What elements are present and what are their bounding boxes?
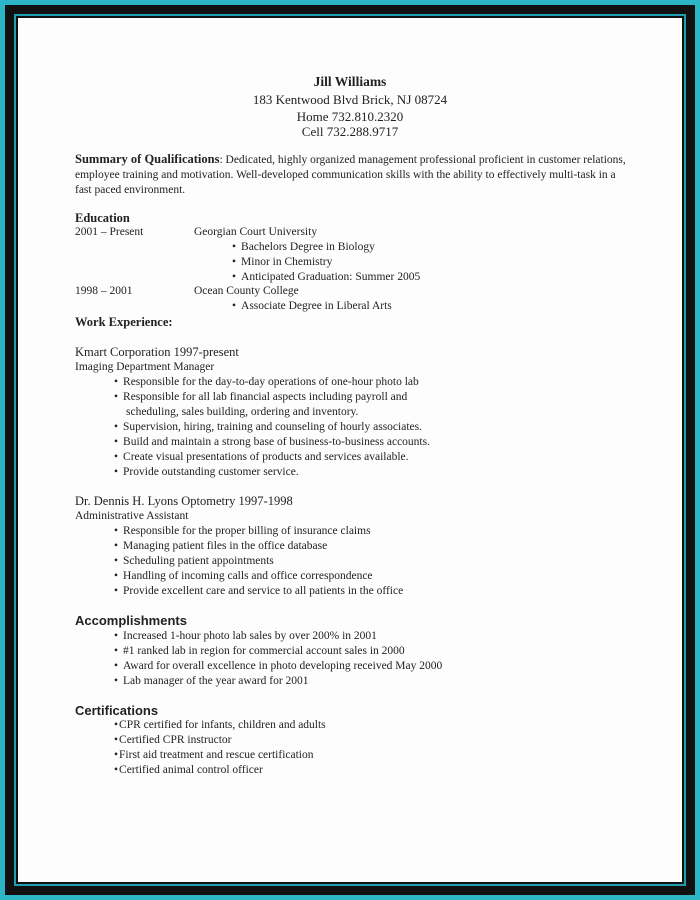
education-item: • Minor in Chemistry bbox=[232, 256, 332, 268]
resume-cell-phone: Cell 732.288.9717 bbox=[301, 124, 399, 139]
job-duty: • Scheduling patient appointments bbox=[114, 555, 274, 567]
education-item: • Bachelors Degree in Biology bbox=[232, 241, 375, 253]
certification-item: • Certified CPR instructor bbox=[114, 734, 231, 746]
certification-item: • Certified animal control officer bbox=[114, 764, 263, 776]
work-heading: Work Experience: bbox=[75, 315, 173, 329]
resume-address: 183 Kentwood Blvd Brick, NJ 08724 bbox=[252, 92, 448, 107]
job-title: Administrative Assistant bbox=[75, 510, 189, 522]
job-duty: • Provide outstanding customer service. bbox=[114, 466, 299, 478]
certifications-heading: Certifications bbox=[75, 703, 159, 718]
faint-watermark bbox=[40, 818, 120, 848]
resume-name: Jill Williams bbox=[313, 74, 387, 89]
summary-section bbox=[75, 152, 635, 198]
accomplishment-item: • #1 ranked lab in region for commercial account sales in 2000 bbox=[114, 645, 405, 657]
education-school: Ocean County College bbox=[194, 285, 299, 297]
accomplishments-heading: Accomplishments bbox=[75, 613, 187, 628]
resume-home-phone: Home 732.810.2320 bbox=[296, 109, 404, 124]
job-duty: • Create visual presentations of products and services available. bbox=[114, 451, 409, 463]
job-duty: • Supervision, hiring, training and counseling of hourly associates. bbox=[114, 421, 422, 433]
education-item: • Anticipated Graduation: Summer 2005 bbox=[232, 271, 420, 283]
education-item: • Associate Degree in Liberal Arts bbox=[232, 300, 392, 312]
certification-item: • First aid treatment and rescue certification bbox=[114, 749, 314, 761]
job-employer: Kmart Corporation 1997-present bbox=[75, 345, 239, 359]
job-duty: • Managing patient files in the office database bbox=[114, 540, 327, 552]
education-school: Georgian Court University bbox=[194, 226, 318, 238]
education-heading: Education bbox=[75, 211, 130, 225]
resume-page bbox=[18, 18, 682, 882]
job-duty: • Responsible for the day-to-day operations of one-hour photo lab bbox=[114, 376, 419, 388]
job-duty: • Responsible for the proper billing of insurance claims bbox=[114, 525, 371, 537]
job-duty: • Build and maintain a strong base of business-to-business accounts. bbox=[114, 436, 430, 448]
summary-text: : Dedicated, highly organized management professional proficient in customer relations, employee training and motivation. Well-developed communication skills with the ability to effectively multi-task in a fast paced environment. bbox=[75, 154, 626, 196]
job-title: Imaging Department Manager bbox=[75, 361, 215, 373]
job-employer: Dr. Dennis H. Lyons Optometry 1997-1998 bbox=[75, 494, 293, 508]
certification-item: • CPR certified for infants, children and adults bbox=[114, 719, 326, 731]
education-dates: 1998 – 2001 bbox=[75, 285, 133, 297]
accomplishment-item: • Lab manager of the year award for 2001 bbox=[114, 675, 309, 687]
job-duty: • Responsible for all lab financial aspects including payroll and bbox=[114, 391, 407, 403]
job-duty: • Provide excellent care and service to all patients in the office bbox=[114, 585, 403, 597]
education-dates: 2001 – Present bbox=[75, 226, 144, 238]
accomplishment-item: • Increased 1-hour photo lab sales by over 200% in 2001 bbox=[114, 630, 377, 642]
summary-label: Summary of Qualifications bbox=[75, 152, 220, 166]
job-duty: • Handling of incoming calls and office correspondence bbox=[114, 570, 373, 582]
job-duty-continued: scheduling, sales building, ordering and inventory. bbox=[126, 406, 359, 418]
accomplishment-item: • Award for overall excellence in photo developing received May 2000 bbox=[114, 660, 442, 672]
